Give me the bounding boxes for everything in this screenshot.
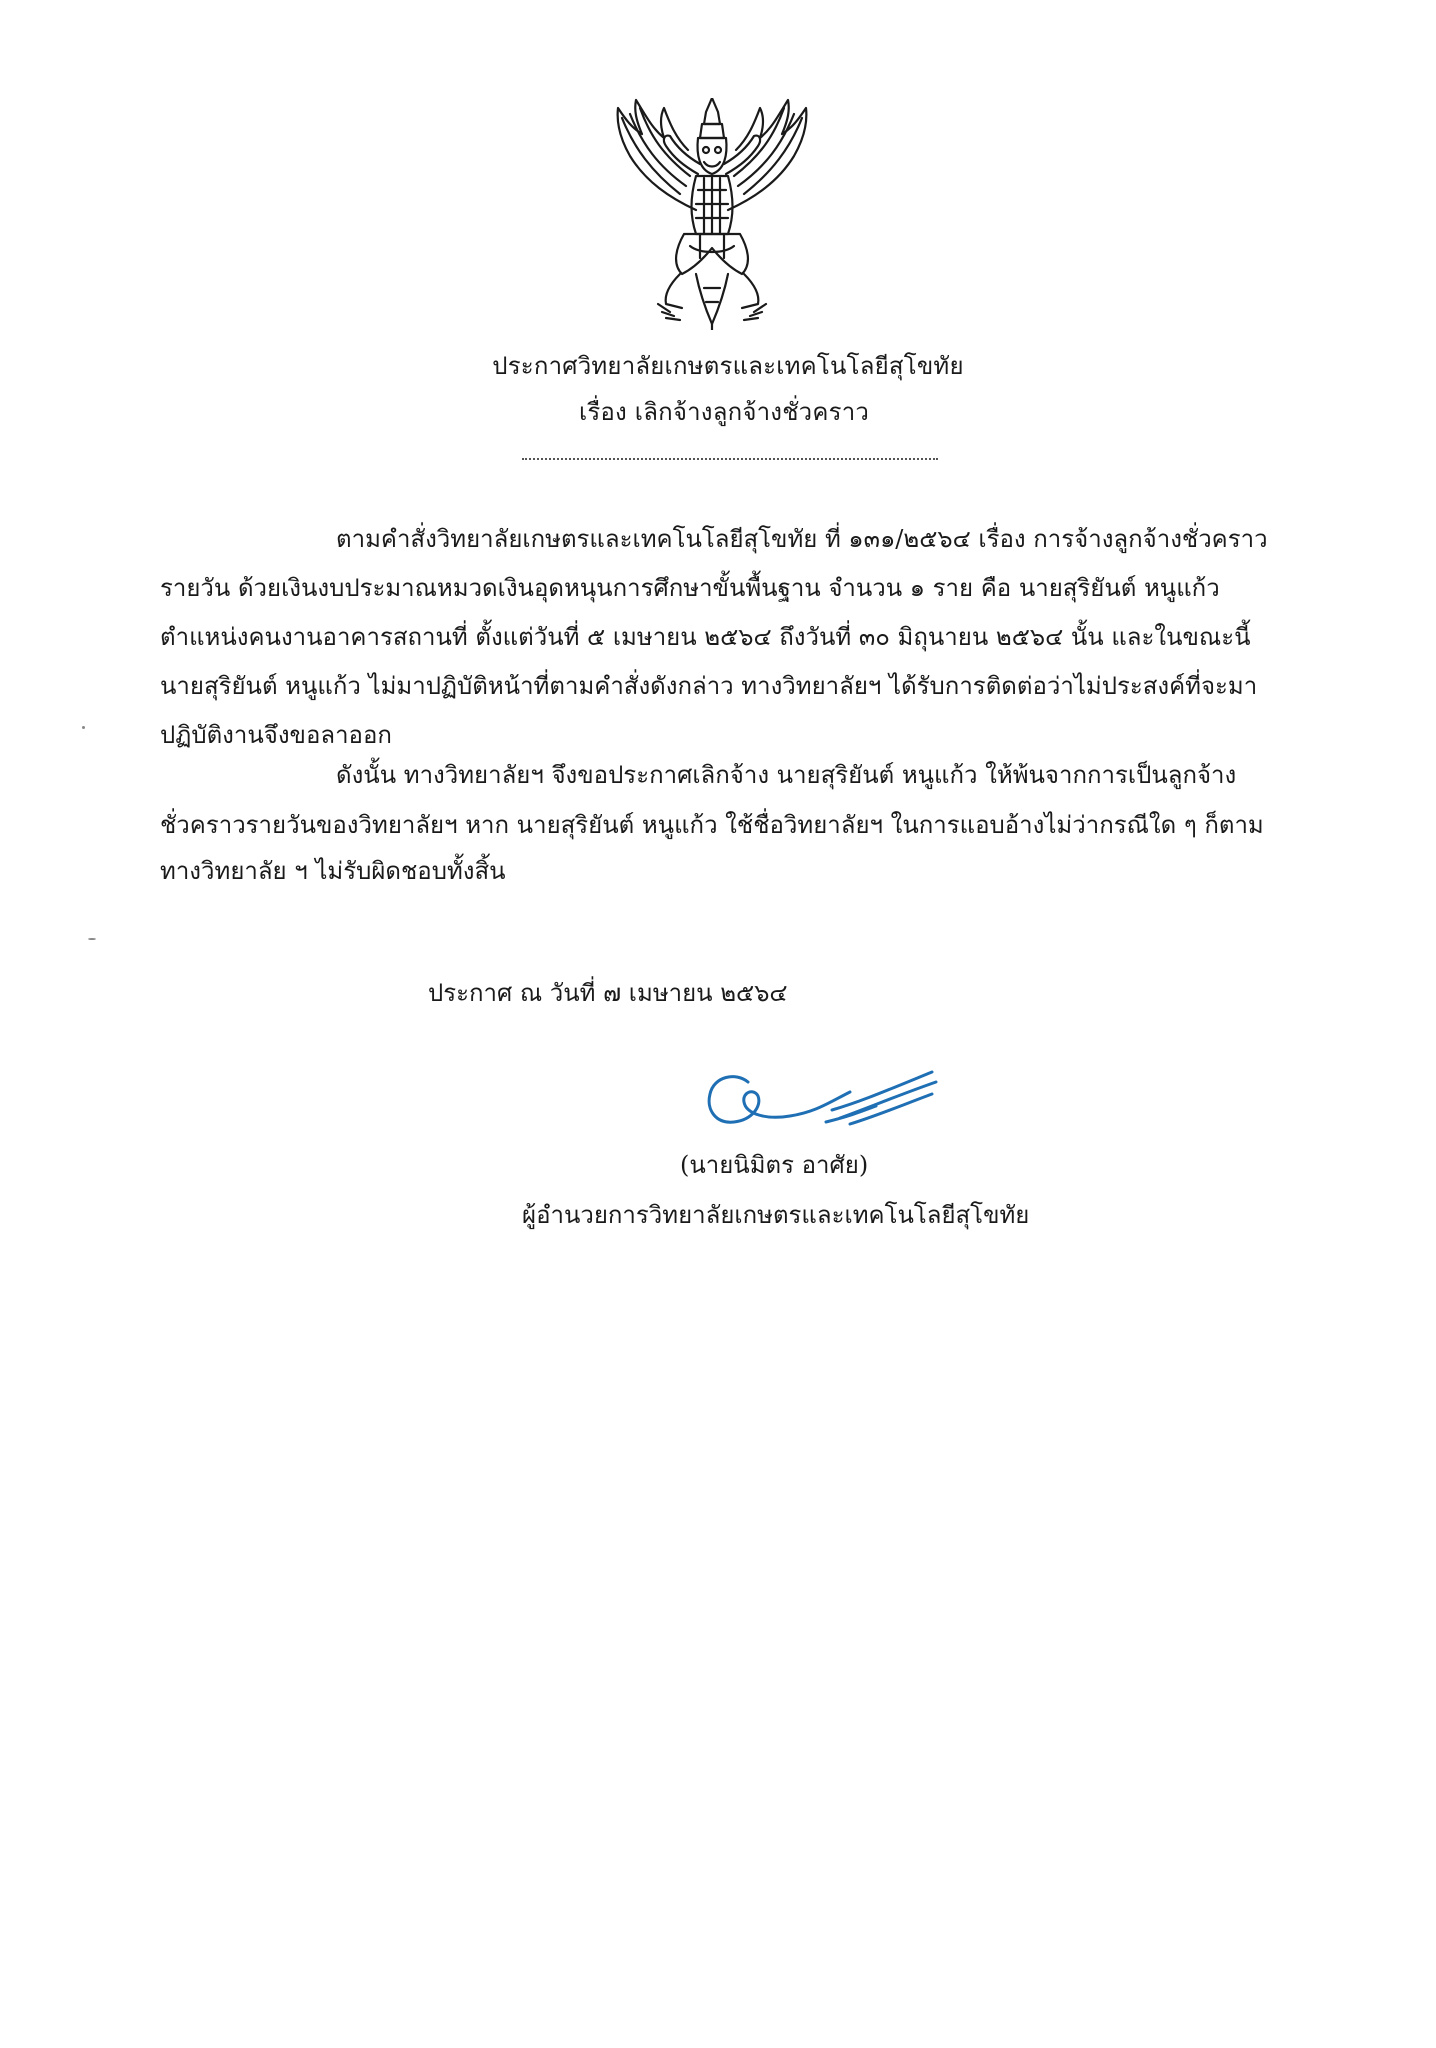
signatory-name: (นายนิมิตร อาศัย) [680,1151,869,1179]
body-line: ตามคำสั่งวิทยาลัยเกษตรและเทคโนโลยีสุโขทัย ที่ ๑๓๑/๒๕๖๔ เรื่อง การจ้างลูกจ้างชั่วคราว [336,525,1268,553]
body-line: รายวัน ด้วยเงินงบประมาณหมวดเงินอุดหนุนการศึกษาขั้นพื้นฐาน จำนวน ๑ ราย คือ นายสุริยันต์ หนูแก้ว [160,574,1220,602]
announcement-title: ประกาศวิทยาลัยเกษตรและเทคโนโลยีสุโขทัย [492,352,964,380]
signatory-position: ผู้อำนวยการวิทยาลัยเกษตรและเทคโนโลยีสุโขทัย [522,1201,1030,1229]
body-line: ชั่วคราวรายวันของวิทยาลัยฯ หาก นายสุริยันต์ หนูแก้ว ใช้ชื่อวิทยาลัยฯ ในการแอบอ้างไม่ว่ากรณีใด ๆ ก็ตาม [160,811,1264,839]
scan-speck [88,938,96,940]
announcement-date: ประกาศ ณ วันที่ ๗ เมษายน ๒๕๖๔ [428,979,788,1007]
body-line: ดังนั้น ทางวิทยาลัยฯ จึงขอประกาศเลิกจ้าง นายสุริยันต์ หนูแก้ว ให้พ้นจากการเป็นลูกจ้าง [336,761,1237,789]
announcement-subject: เรื่อง เลิกจ้างลูกจ้างชั่วคราว [578,398,870,426]
title-divider [522,458,938,460]
body-line: นายสุริยันต์ หนูแก้ว ไม่มาปฏิบัติหน้าที่ตามคำสั่งดังกล่าว ทางวิทยาลัยฯ ได้รับการติดต่อว่าไม่ประสงค์ที่จะมา [160,672,1258,700]
body-line: ทางวิทยาลัย ฯ ไม่รับผิดชอบทั้งสิ้น [160,857,506,885]
signature-image [700,1062,940,1136]
body-line: ตำแหน่งคนงานอาคารสถานที่ ตั้งแต่วันที่ ๕ เมษายน ๒๕๖๔ ถึงวันที่ ๓๐ มิถุนายน ๒๕๖๔ นั้น และในขณะนี้ [160,623,1251,651]
scan-speck [82,726,85,729]
body-line: ปฏิบัติงานจึงขอลาออก [160,721,392,749]
garuda-emblem-icon [600,98,824,330]
